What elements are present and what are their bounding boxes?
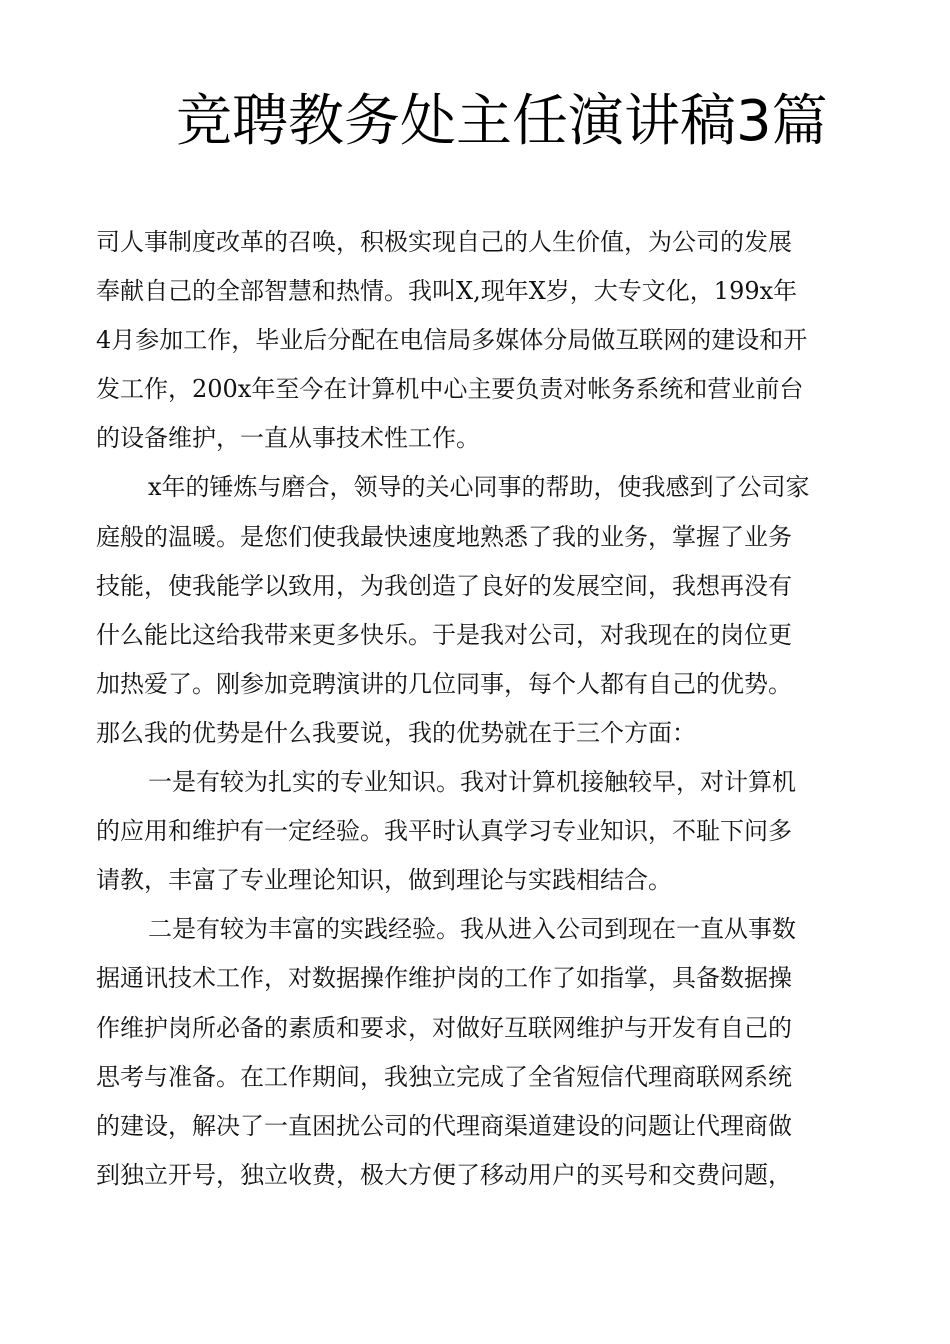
text-line: 思考与准备。在工作期间，我独立完成了全省短信代理商联网系统 [96,1062,792,1091]
document-title: 竞聘教务处主任演讲稿3篇 [176,89,828,154]
document-body [96,218,856,1200]
text-line: 那么我的优势是什么我要说，我的优势就在于三个方面： [96,718,696,747]
paragraph-start-line: x年的锤炼与磨合，领导的关心同事的帮助，使我感到了公司家 [148,473,810,502]
text-line: 的建设，解决了一直困扰公司的代理商渠道建设的问题让代理商做 [96,1111,792,1140]
text-line: 加热爱了。刚参加竞聘演讲的几位同事，每个人都有自己的优势。 [96,669,792,698]
paragraph-start-line: 一是有较为扎实的专业知识。我对计算机接触较早，对计算机 [148,768,796,797]
text-line: 据通讯技术工作，对数据操作维护岗的工作了如指掌，具备数据操 [96,964,792,993]
text-line: 的应用和维护有一定经验。我平时认真学习专业知识，不耻下问多 [96,817,792,846]
text-line: 什么能比这给我带来更多快乐。于是我对公司，对我现在的岗位更 [96,620,792,649]
text-line: 请教，丰富了专业理论知识，做到理论与实践相结合。 [96,866,672,895]
text-line: 到独立开号，独立收费，极大方便了移动用户的买号和交费问题， [96,1160,792,1189]
text-line: 奉献自己的全部智慧和热情。我叫X,现年X岁，大专文化，199x年 [96,277,798,306]
text-line: 作维护岗所必备的素质和要求，对做好互联网维护与开发有自己的 [96,1013,792,1042]
text-line: 的设备维护，一直从事技术性工作。 [96,424,480,453]
text-line: 技能，使我能学以致用，为我创造了良好的发展空间，我想再没有 [96,571,792,600]
paragraph-start-line: 二是有较为丰富的实践经验。我从进入公司到现在一直从事数 [148,915,796,944]
text-line: 4月参加工作，毕业后分配在电信局多媒体分局做互联网的建设和开 [96,326,808,355]
text-line: 司人事制度改革的召唤，积极实现自己的人生价值，为公司的发展 [96,228,792,256]
text-line: 发工作，200x年至今在计算机中心主要负责对帐务系统和营业前台 [96,375,804,404]
text-line: 庭般的温暖。是您们使我最快速度地熟悉了我的业务，掌握了业务 [96,522,792,551]
